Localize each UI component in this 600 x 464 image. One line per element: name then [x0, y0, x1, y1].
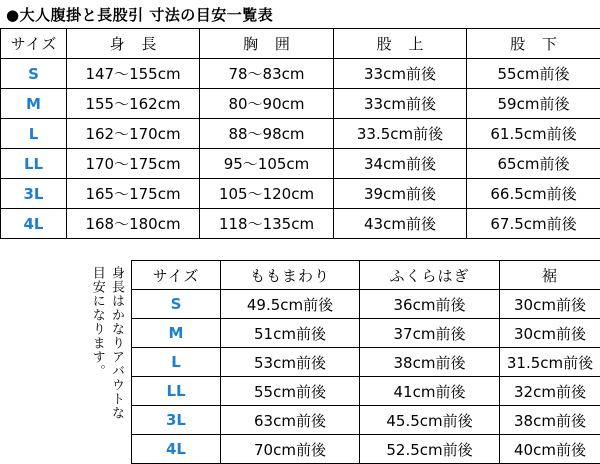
- cell-inseam: 67.5cm前後: [467, 209, 600, 239]
- cell-rise: 43cm前後: [334, 209, 467, 239]
- cell-inseam: 59cm前後: [467, 89, 600, 119]
- cell-thigh: 63cm前後: [221, 406, 360, 435]
- cell-hem: 30cm前後: [500, 290, 600, 319]
- cell-size: 4L: [1, 209, 67, 239]
- table-row: [1, 209, 600, 239]
- height-note-line-2: 目安になります。: [89, 266, 105, 378]
- page-title: ●大人腹掛と長股引 寸法の目安一覧表: [6, 4, 273, 25]
- column-header-hem: 裾: [500, 261, 600, 290]
- cell-calf: 37cm前後: [360, 319, 500, 348]
- cell-size: 4L: [132, 435, 221, 464]
- table-row: [1, 119, 600, 149]
- cell-thigh: 49.5cm前後: [221, 290, 360, 319]
- cell-chest: 105〜120cm: [200, 179, 334, 209]
- cell-size: 3L: [132, 406, 221, 435]
- cell-inseam: 61.5cm前後: [467, 119, 600, 149]
- cell-size: L: [1, 119, 67, 149]
- cell-inseam: 65cm前後: [467, 149, 600, 179]
- cell-height: 168〜180cm: [67, 209, 200, 239]
- cell-rise: 33cm前後: [334, 59, 467, 89]
- cell-thigh: 70cm前後: [221, 435, 360, 464]
- column-header-inseam: 股 下: [467, 29, 600, 59]
- cell-size: LL: [132, 377, 221, 406]
- table-row: [1, 59, 600, 89]
- table-header-row: [132, 261, 600, 290]
- column-header-rise: 股 上: [334, 29, 467, 59]
- cell-inseam: 66.5cm前後: [467, 179, 600, 209]
- column-header-size: サイズ: [1, 29, 67, 59]
- cell-size: S: [1, 59, 67, 89]
- cell-rise: 33cm前後: [334, 89, 467, 119]
- table-row: [132, 406, 600, 435]
- cell-size: LL: [1, 149, 67, 179]
- height-note: [60, 266, 124, 456]
- cell-height: 162〜170cm: [67, 119, 200, 149]
- cell-hem: 30cm前後: [500, 319, 600, 348]
- cell-rise: 39cm前後: [334, 179, 467, 209]
- table-row: [132, 435, 600, 464]
- cell-calf: 52.5cm前後: [360, 435, 500, 464]
- cell-rise: 33.5cm前後: [334, 119, 467, 149]
- table-header-row: [1, 29, 600, 59]
- column-header-chest: 胸 囲: [200, 29, 334, 59]
- cell-hem: 40cm前後: [500, 435, 600, 464]
- cell-calf: 45.5cm前後: [360, 406, 500, 435]
- cell-chest: 80〜90cm: [200, 89, 334, 119]
- cell-size: S: [132, 290, 221, 319]
- cell-thigh: 51cm前後: [221, 319, 360, 348]
- table-row: [132, 348, 600, 377]
- column-header-calf: ふくらはぎ: [360, 261, 500, 290]
- cell-hem: 38cm前後: [500, 406, 600, 435]
- cell-chest: 118〜135cm: [200, 209, 334, 239]
- cell-thigh: 53cm前後: [221, 348, 360, 377]
- size-table-upper: [0, 28, 600, 239]
- cell-chest: 88〜98cm: [200, 119, 334, 149]
- cell-chest: 78〜83cm: [200, 59, 334, 89]
- table-row: [132, 377, 600, 406]
- cell-height: 165〜175cm: [67, 179, 200, 209]
- table-row: [1, 149, 600, 179]
- cell-height: 155〜162cm: [67, 89, 200, 119]
- column-header-thigh: ももまわり: [221, 261, 360, 290]
- cell-calf: 36cm前後: [360, 290, 500, 319]
- table-row: [1, 179, 600, 209]
- table-row: [132, 319, 600, 348]
- height-note-line-1: 身長はかなりアバウトな: [108, 266, 124, 420]
- cell-rise: 34cm前後: [334, 149, 467, 179]
- cell-hem: 31.5cm前後: [500, 348, 600, 377]
- cell-size: 3L: [1, 179, 67, 209]
- cell-calf: 38cm前後: [360, 348, 500, 377]
- cell-hem: 32cm前後: [500, 377, 600, 406]
- cell-chest: 95〜105cm: [200, 149, 334, 179]
- cell-size: M: [132, 319, 221, 348]
- column-header-size: サイズ: [132, 261, 221, 290]
- table-row: [1, 89, 600, 119]
- cell-size: M: [1, 89, 67, 119]
- column-header-height: 身 長: [67, 29, 200, 59]
- cell-inseam: 55cm前後: [467, 59, 600, 89]
- cell-height: 147〜155cm: [67, 59, 200, 89]
- table-row: [132, 290, 600, 319]
- cell-size: L: [132, 348, 221, 377]
- cell-height: 170〜175cm: [67, 149, 200, 179]
- cell-thigh: 55cm前後: [221, 377, 360, 406]
- cell-calf: 41cm前後: [360, 377, 500, 406]
- size-table-lower: [131, 260, 600, 464]
